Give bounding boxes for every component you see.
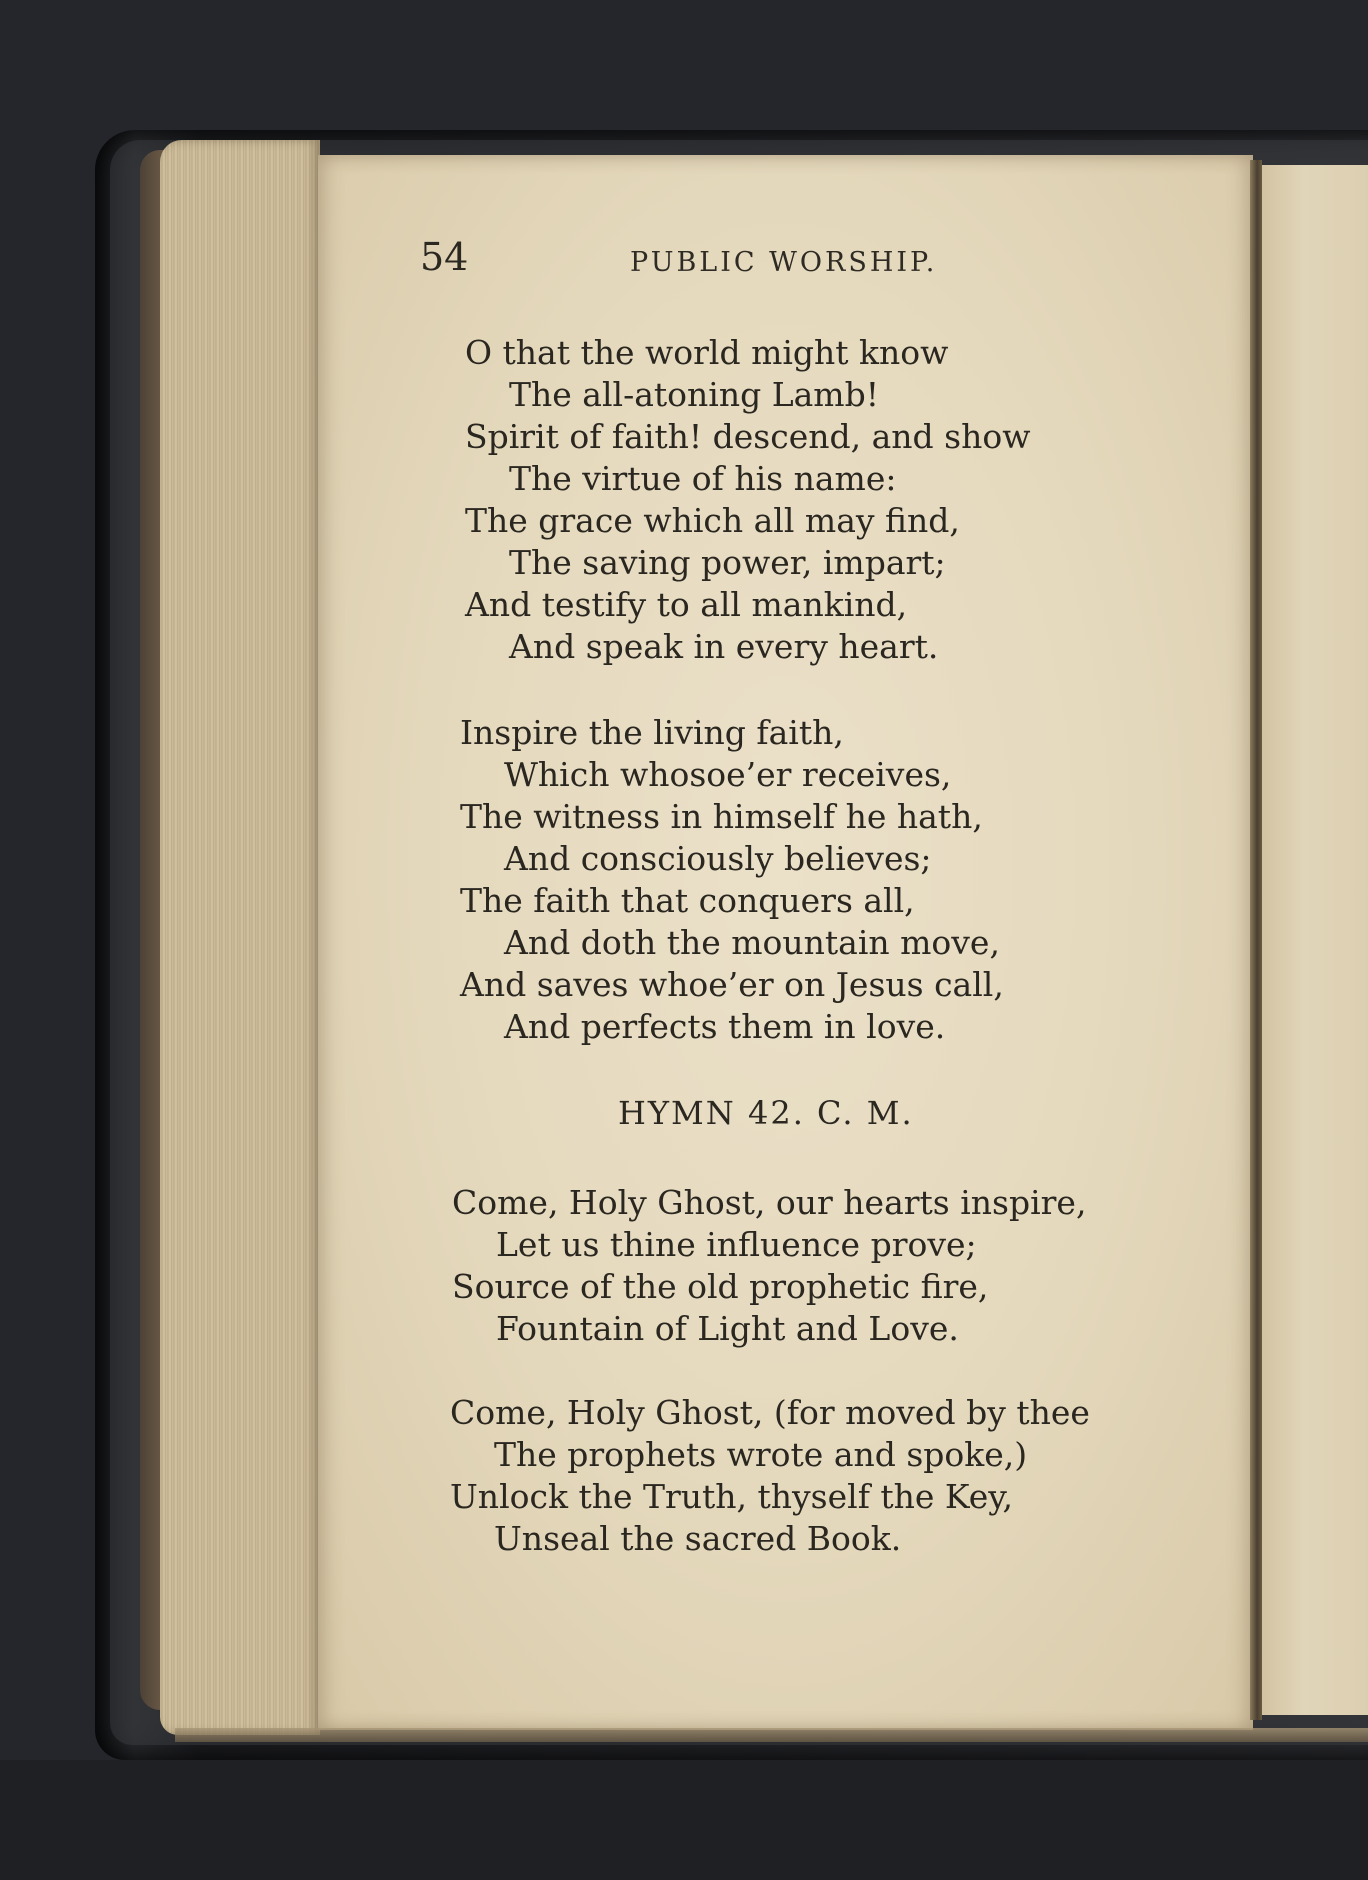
verse-line: Inspire the living faith, xyxy=(460,713,844,752)
verse-line: Fountain of Light and Love. xyxy=(496,1309,959,1348)
verse-line: The prophets wrote and spoke,) xyxy=(494,1435,1028,1474)
verse-line: The all-atoning Lamb! xyxy=(509,375,879,414)
verse-line: And doth the mountain move, xyxy=(504,923,1000,962)
page-number: 54 xyxy=(420,235,469,279)
stanza-1 xyxy=(465,332,1030,668)
verse-line: And speak in every heart. xyxy=(509,627,939,666)
page-edges xyxy=(160,140,320,1735)
verse-line: The saving power, impart; xyxy=(509,543,946,582)
verse-line: Let us thine influence prove; xyxy=(496,1225,977,1264)
right-page-edge xyxy=(1262,165,1368,1715)
book-gutter xyxy=(1250,160,1262,1720)
verse-line: The faith that conquers all, xyxy=(460,881,915,920)
verse-line: Source of the old prophetic fire, xyxy=(452,1267,989,1306)
verse-line: Which whosoe’er receives, xyxy=(504,755,952,794)
stanza-3 xyxy=(452,1182,1086,1350)
verse-line: Come, Holy Ghost, (for moved by thee xyxy=(450,1393,1090,1432)
hymn-title: HYMN 42. C. M. xyxy=(618,1094,914,1132)
stanza-2 xyxy=(460,712,1004,1048)
verse-line: And perfects them in love. xyxy=(504,1007,946,1046)
stanza-4 xyxy=(450,1392,1090,1560)
verse-line: And testify to all mankind, xyxy=(465,585,908,624)
verse-line: The witness in himself he hath, xyxy=(460,797,983,836)
page-header xyxy=(420,235,1020,295)
verse-line: Unlock the Truth, thyself the Key, xyxy=(450,1477,1013,1516)
verse-line: Spirit of faith! descend, and show xyxy=(465,417,1031,456)
verse-line: Unseal the sacred Book. xyxy=(494,1519,902,1558)
verse-line: And consciously believes; xyxy=(504,839,932,878)
verse-line: The virtue of his name: xyxy=(509,459,897,498)
verse-line: O that the world might know xyxy=(465,333,949,372)
verse-line: The grace which all may find, xyxy=(465,501,960,540)
verse-line: Come, Holy Ghost, our hearts inspire, xyxy=(452,1183,1087,1222)
bottom-page-edge xyxy=(175,1728,1368,1742)
verse-line: And saves whoe’er on Jesus call, xyxy=(460,965,1004,1004)
background-surface xyxy=(0,1760,1368,1880)
running-head: PUBLIC WORSHIP. xyxy=(630,247,938,278)
